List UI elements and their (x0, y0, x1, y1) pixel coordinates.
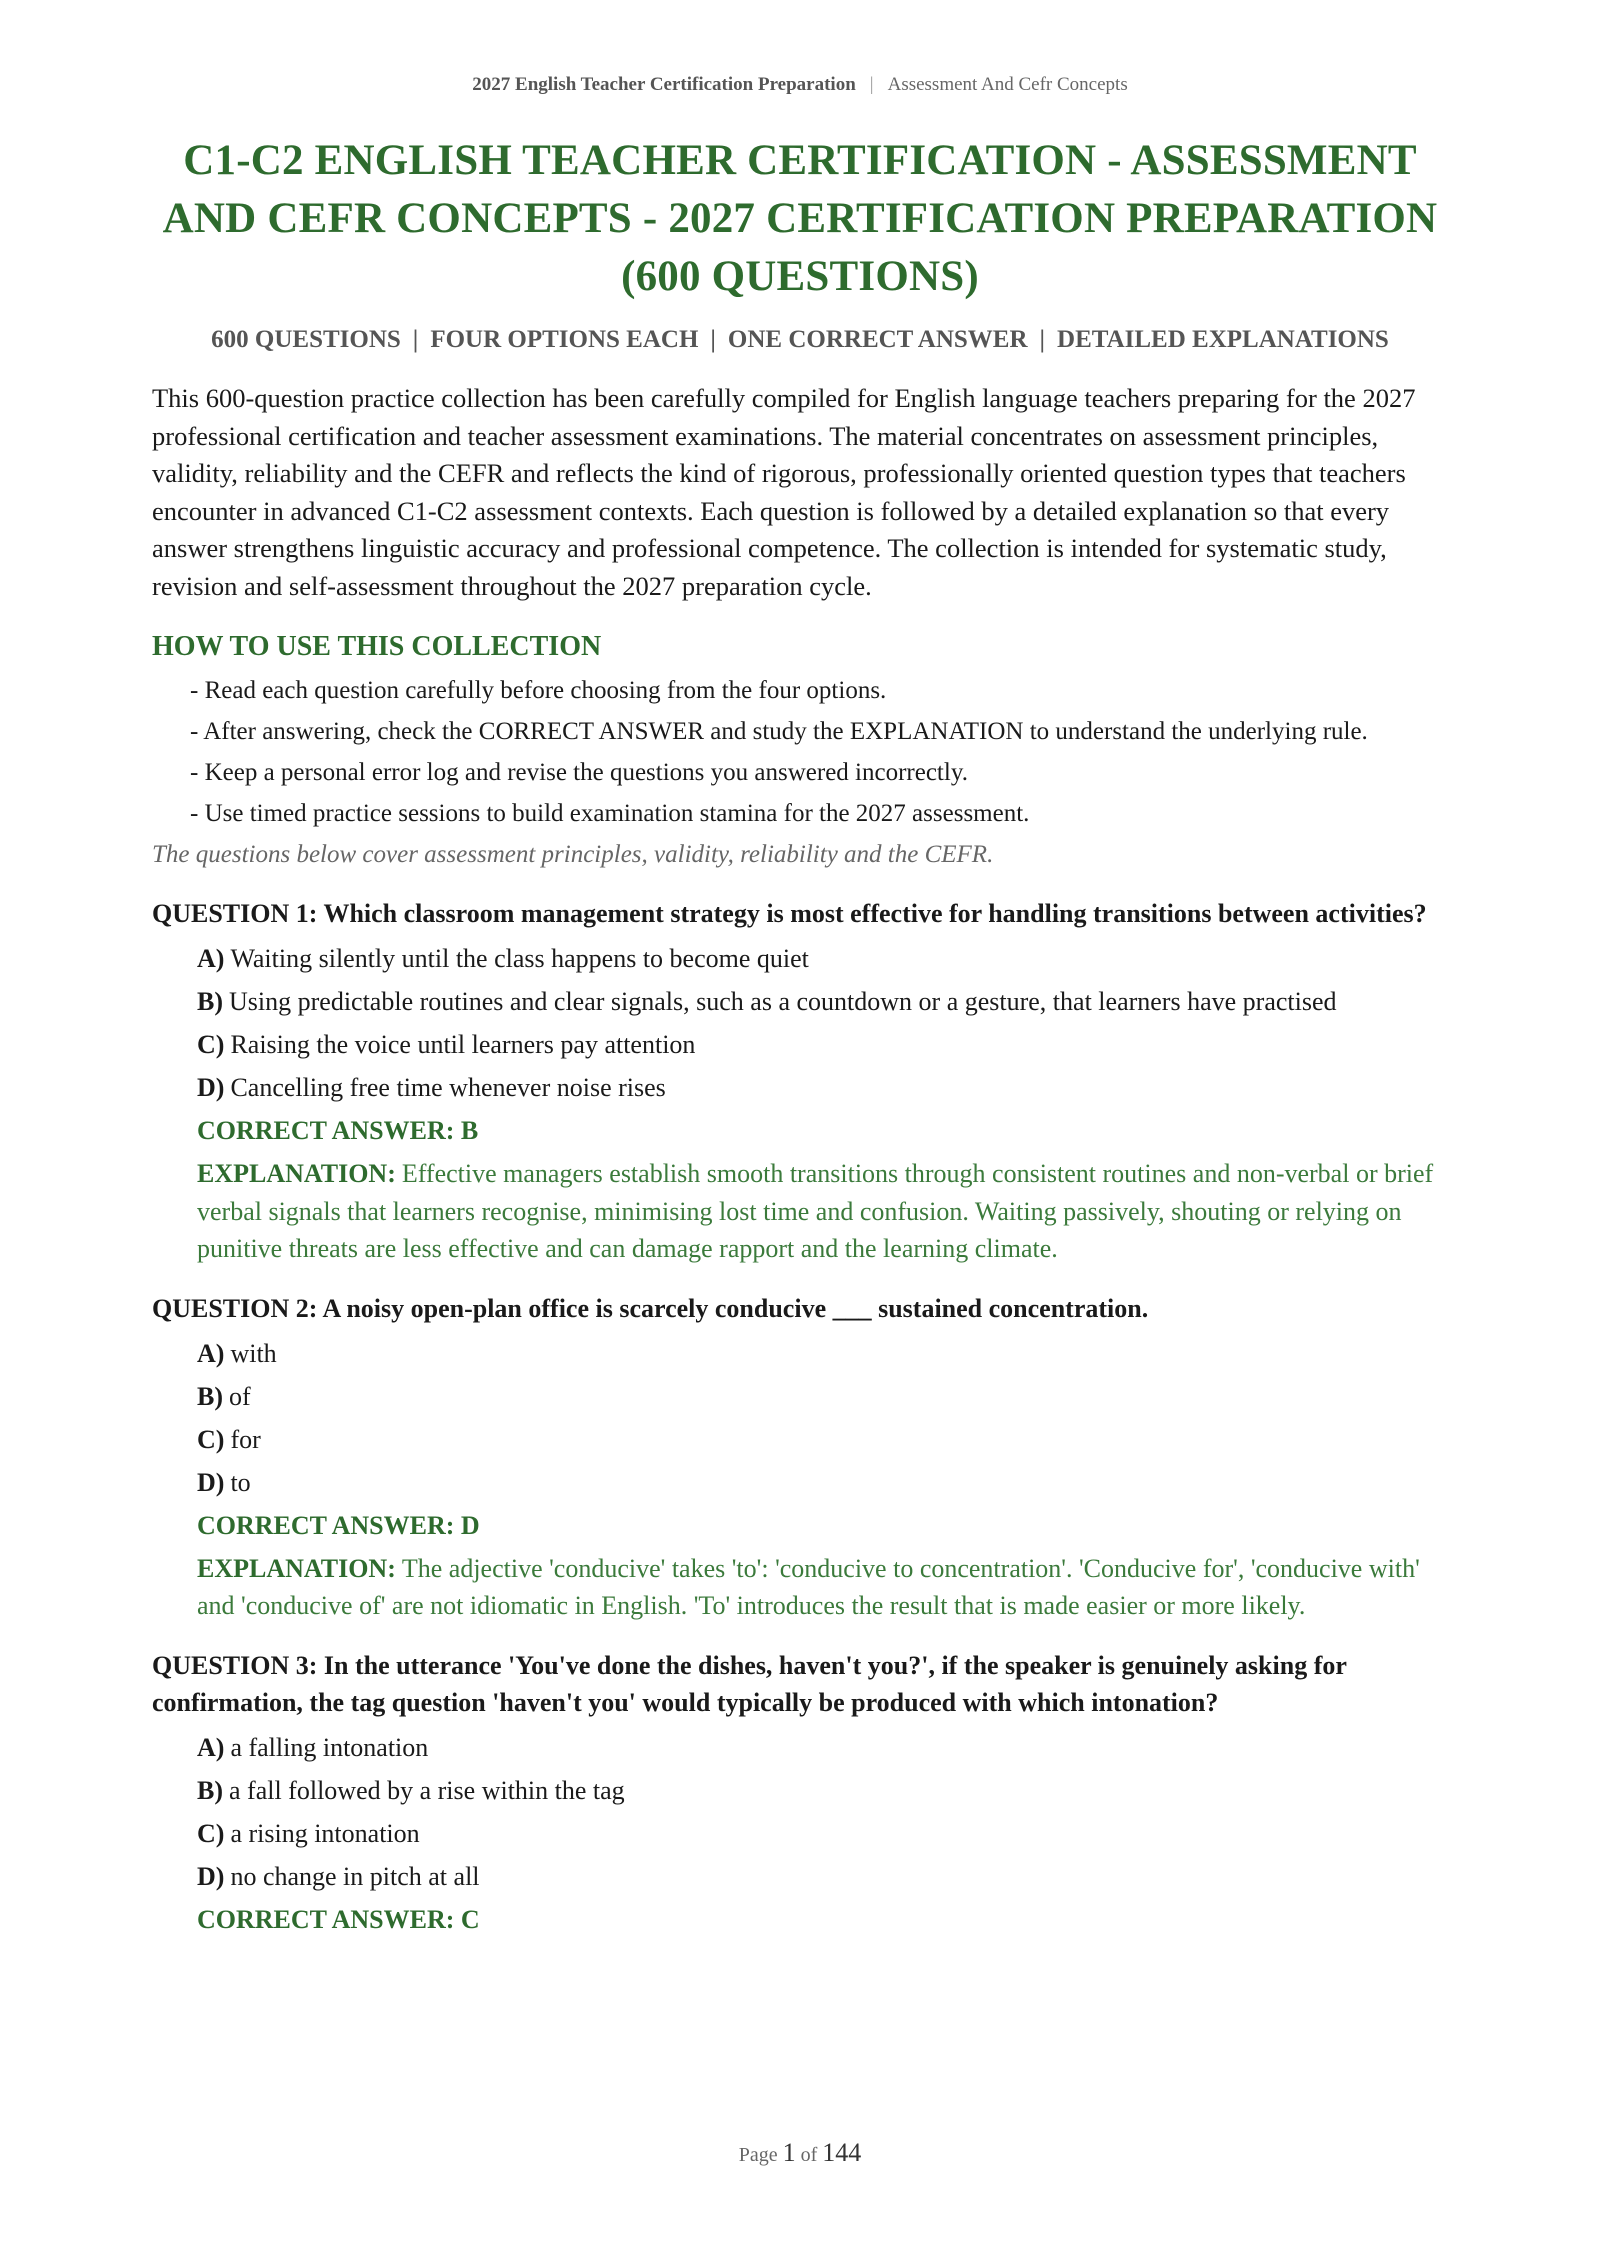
how-to-item: - Use timed practice sessions to build examination stamina for the 2027 assessment. (190, 800, 1030, 827)
coverage-note: The questions below cover assessment principles, validity, reliability and the CEFR. (152, 841, 994, 868)
option-letter: D) (197, 1861, 225, 1891)
subtitle-separator: | (412, 326, 419, 353)
option-text: with (230, 1338, 277, 1368)
question-heading: QUESTION 1: Which classroom management strategy is most effective for handling transitions between activities? (152, 899, 1427, 928)
options-list (152, 1729, 1448, 1895)
option-letter: C) (197, 1030, 225, 1059)
explanation (197, 1155, 1448, 1268)
page-word: Page (738, 2144, 778, 2166)
option-letter: A) (197, 1732, 225, 1762)
how-to-item: - After answering, check the CORRECT ANSWER and study the EXPLANATION to understand the underlying rule. (190, 718, 1368, 745)
header-section-title: Assessment And Cefr Concepts (887, 74, 1128, 95)
question-block (152, 1290, 1448, 1625)
option-item (197, 1464, 1448, 1501)
option-item (197, 983, 1448, 1020)
option-text: Using predictable routines and clear signals, such as a countdown or a gesture, that learners have practised (229, 987, 1337, 1016)
option-item (197, 1026, 1448, 1063)
how-to-item: - Read each question carefully before choosing from the four options. (190, 677, 887, 704)
header-separator: | (869, 74, 874, 95)
page-content (152, 132, 1448, 1938)
subtitle-item: FOUR OPTIONS EACH (430, 326, 699, 353)
page-footer (0, 2138, 1600, 2168)
of-word: of (800, 2144, 818, 2166)
option-letter: D) (197, 1467, 225, 1497)
option-item (197, 1772, 1448, 1809)
option-item (197, 940, 1448, 977)
option-letter: B) (197, 987, 223, 1016)
subtitle-item: DETAILED EXPLANATIONS (1057, 326, 1389, 353)
how-to-heading: HOW TO USE THIS COLLECTION (152, 631, 602, 662)
correct-answer: CORRECT ANSWER: C (197, 1904, 480, 1934)
page-number: 1 (782, 2138, 796, 2167)
subtitle-item: ONE CORRECT ANSWER (727, 326, 1028, 353)
question-block (152, 1647, 1448, 1938)
option-item (197, 1335, 1448, 1372)
question-heading: QUESTION 2: A noisy open-plan office is scarcely conducive ___ sustained concentration. (152, 1293, 1149, 1323)
correct-answer: CORRECT ANSWER: B (197, 1116, 479, 1145)
options-list (152, 1335, 1448, 1501)
option-text: Cancelling free time whenever noise rises (230, 1073, 666, 1102)
option-letter: C) (197, 1818, 225, 1848)
option-letter: C) (197, 1424, 225, 1454)
question-block (152, 895, 1448, 1268)
page-title: C1-C2 ENGLISH TEACHER CERTIFICATION - ASSESSMENT AND CEFR CONCEPTS - 2027 CERTIFICATION PREPARATION (600 QUESTIONS) (162, 137, 1438, 300)
explanation-text: The adjective 'conducive' takes 'to': 'conducive to concentration'. 'Conducive for', 'conducive with' and 'conducive of' are not idiomatic in English. 'To' introduces the result that is made easier or more likely. (197, 1553, 1420, 1620)
total-pages: 144 (822, 2138, 862, 2167)
option-letter: A) (197, 944, 225, 973)
option-letter: B) (197, 1775, 223, 1805)
intro-paragraph: This 600-question practice collection has been carefully compiled for English language teachers preparing for the 2027 professional certification and teacher assessment examinations. The material concentrates on assessment principles, validity, reliability and the CEFR and reflects the kind of rigorous, professionally oriented question types that teachers encounter in advanced C1-C2 assessment contexts. Each question is followed by a detailed explanation so that every answer strengthens linguistic accuracy and professional competence. The collection is intended for systematic study, revision and self-assessment throughout the 2027 preparation cycle. (152, 383, 1416, 601)
question-heading: QUESTION 3: In the utterance 'You've done the dishes, haven't you?', if the speaker is genuinely asking for confirmation, the tag question 'haven't you' would typically be produced with which intonation? (152, 1650, 1347, 1717)
explanation-text: Effective managers establish smooth transitions through consistent routines and non-verbal or brief verbal signals that learners recognise, minimising lost time and confusion. Waiting passively, shouting or relying on punitive threats are less effective and can damage rapport and the learning climate. (197, 1159, 1434, 1263)
option-letter: B) (197, 1381, 223, 1411)
option-item (197, 1378, 1448, 1415)
options-list (152, 940, 1448, 1106)
option-text: Waiting silently until the class happens to become quiet (230, 944, 809, 973)
running-header (0, 74, 1600, 96)
explanation (197, 1550, 1448, 1625)
header-series-title: 2027 English Teacher Certification Preparation (472, 74, 856, 95)
option-item (197, 1815, 1448, 1852)
how-to-list (152, 673, 1448, 832)
option-item (197, 1858, 1448, 1895)
subtitle-separator: | (710, 326, 716, 353)
option-letter: A) (197, 1338, 225, 1368)
how-to-item: - Keep a personal error log and revise the questions you answered incorrectly. (190, 759, 968, 786)
option-text: of (229, 1381, 251, 1411)
option-item (197, 1421, 1448, 1458)
subtitle-separator: | (1039, 326, 1046, 353)
option-item (197, 1069, 1448, 1106)
explanation-label: EXPLANATION: (197, 1159, 396, 1188)
subtitle-bar (152, 322, 1448, 358)
option-text: no change in pitch at all (230, 1861, 480, 1891)
explanation-label: EXPLANATION: (197, 1553, 396, 1583)
option-text: for (230, 1424, 261, 1454)
option-text: Raising the voice until learners pay attention (230, 1030, 696, 1059)
subtitle-item: 600 QUESTIONS (211, 326, 401, 353)
option-text: a rising intonation (230, 1818, 420, 1848)
option-item (197, 1729, 1448, 1766)
option-text: a fall followed by a rise within the tag (229, 1775, 625, 1805)
option-text: a falling intonation (230, 1732, 429, 1762)
option-text: to (230, 1467, 251, 1497)
option-letter: D) (197, 1073, 225, 1102)
correct-answer: CORRECT ANSWER: D (197, 1510, 480, 1540)
